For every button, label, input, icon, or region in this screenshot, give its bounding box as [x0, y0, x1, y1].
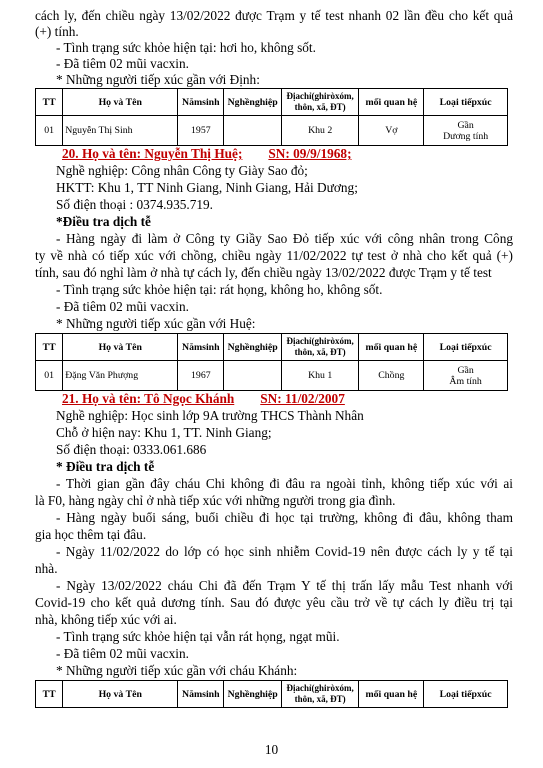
- cell: Vợ: [359, 116, 424, 146]
- section-heading-20: [62, 146, 540, 162]
- investigation-heading: * Điều tra dịch tễ: [56, 459, 155, 474]
- paragraph-line: nhà.: [35, 561, 58, 576]
- phone: Số điện thoại : 0374.935.719.: [56, 197, 213, 212]
- col-header: TT: [36, 89, 63, 116]
- paragraph-line: - Hàng ngày buổi sáng, buổi chiều đi học tại trường, không đi đâu, không tham: [56, 510, 513, 525]
- phone: Số điện thoại: 0333.061.686: [56, 442, 207, 457]
- col-header: Loại tiếpxúc: [424, 681, 508, 708]
- col-header: Nămsinh: [178, 334, 224, 361]
- header-line: thôn, xã, ĐT): [294, 347, 346, 357]
- paragraph-line: là F0, hàng ngày chỉ ở nhà tiếp xúc với những người trong gia đình.: [35, 493, 396, 508]
- contacts-heading: * Những người tiếp xúc gần với cháu Khánh:: [56, 663, 298, 678]
- paragraph-line: tính, sau đó nghỉ làm ở nhà tự cách ly, đến chiều ngày 13/02/2022 được Trạm y tế test: [35, 265, 492, 280]
- cell-line: Gần: [457, 119, 474, 131]
- occupation: Nghề nghiệp: Công nhân Công ty Giày Sao đỏ;: [56, 163, 308, 178]
- paragraph-line: gia học thêm tại đâu.: [35, 527, 147, 542]
- section-heading-21: [62, 391, 540, 407]
- table-row: [36, 116, 508, 146]
- col-header: Nghềnghiệp: [224, 334, 282, 361]
- cell: Khu 1: [281, 361, 358, 391]
- cell: Chồng: [359, 361, 424, 391]
- col-header: [281, 89, 358, 116]
- residence: HKTT: Khu 1, TT Ninh Giang, Ninh Giang, Hải Dương;: [56, 180, 358, 195]
- paragraph-line: - Hàng ngày đi làm ở Công ty Giầy Sao Đỏ tiếp xúc với công nhân trong Công: [56, 231, 513, 246]
- col-header: Nămsinh: [178, 89, 224, 116]
- health-status: - Tình trạng sức khỏe hiện tại vẫn rát họng, ngạt mũi.: [56, 629, 340, 644]
- vaccine-status: - Đã tiêm 02 mũi vacxin.: [56, 299, 189, 314]
- cell-line: Âm tính: [449, 375, 482, 387]
- contacts-heading: * Những người tiếp xúc gần với Định:: [56, 72, 260, 87]
- header-line: Địachỉ(ghiròxóm,: [286, 336, 354, 346]
- cell: Nguyễn Thị Sinh: [63, 116, 178, 146]
- contacts-table-hue: [35, 333, 508, 391]
- cell: Đặng Văn Phượng: [63, 361, 178, 391]
- person-name: 20. Họ và tên: Nguyễn Thị Huệ;: [62, 146, 243, 161]
- vaccine-status: - Đã tiêm 02 mũi vacxin.: [56, 646, 189, 661]
- paragraph-line: Covid-19 cho kết quả dương tính. Sau đó được yêu cầu trở về tự cách ly điều trị tại: [35, 595, 513, 610]
- cell: [424, 361, 508, 391]
- col-header: Loại tiếpxúc: [424, 89, 508, 116]
- header-line: thôn, xã, ĐT): [294, 694, 346, 704]
- col-header: [281, 681, 358, 708]
- header-line: Địachỉ(ghiròxóm,: [286, 91, 354, 101]
- col-header: Nămsinh: [178, 681, 224, 708]
- paragraph-line: - Ngày 13/02/2022 cháu Chi đã đến Trạm Y tế thị trấn lấy mẫu Test nhanh với: [56, 578, 513, 593]
- health-status: - Tình trạng sức khỏe hiện tại: rát họng, không ho, không sốt.: [56, 282, 383, 297]
- cell: 1957: [178, 116, 224, 146]
- col-header: TT: [36, 334, 63, 361]
- paragraph-line: (+) tính.: [35, 24, 79, 39]
- paragraph-line: - Ngày 11/02/2022 do lớp có học sinh nhiễm Covid-19 nên được cách ly y tế tại: [56, 544, 513, 559]
- table-row: [36, 361, 508, 391]
- cell: 1967: [178, 361, 224, 391]
- col-header: TT: [36, 681, 63, 708]
- birthdate: SN: 09/9/1968;: [268, 146, 352, 161]
- cell-line: Dương tính: [443, 130, 489, 142]
- contacts-table-khanh: [35, 680, 508, 708]
- vaccine-status: - Đã tiêm 02 mũi vacxin.: [56, 56, 189, 71]
- paragraph-line: cách ly, đến chiều ngày 13/02/2022 được Trạm y tế test nhanh 02 lần đều cho kết quả: [35, 8, 513, 23]
- header-line: thôn, xã, ĐT): [294, 102, 346, 112]
- cell: 01: [36, 361, 63, 391]
- page-number: 10: [264, 742, 279, 757]
- paragraph-line: - Thời gian gần đây cháu Chi không đi đâu ra ngoài tỉnh, không tiếp xúc với ai: [56, 476, 513, 491]
- cell: [224, 116, 282, 146]
- paragraph-line: ty về nhà có tiếp xúc với chồng, chiều ngày 11/02/2022 tự test ở nhà cho kết quả (+): [35, 248, 513, 263]
- col-header: Nghềnghiệp: [224, 681, 282, 708]
- col-header: mối quan hệ: [359, 334, 424, 361]
- cell: Khu 2: [281, 116, 358, 146]
- residence: Chỗ ở hiện nay: Khu 1, TT. Ninh Giang;: [56, 425, 272, 440]
- paragraph-line: nhà, không tiếp xúc với ai.: [35, 612, 177, 627]
- col-header: Nghềnghiệp: [224, 89, 282, 116]
- header-line: Địachỉ(ghiròxóm,: [286, 683, 354, 693]
- col-header: mối quan hệ: [359, 89, 424, 116]
- col-header: Họ và Tên: [63, 681, 178, 708]
- investigation-heading: *Điều tra dịch tễ: [56, 214, 151, 229]
- person-name: 21. Họ và tên: Tô Ngọc Khánh: [62, 391, 235, 406]
- cell: [224, 361, 282, 391]
- col-header: Họ và Tên: [63, 334, 178, 361]
- health-status: - Tình trạng sức khỏe hiện tại: hơi ho, không sốt.: [56, 40, 316, 55]
- cell: [424, 116, 508, 146]
- occupation: Nghề nghiệp: Học sinh lớp 9A trường THCS Thành Nhân: [56, 408, 364, 423]
- birthdate: SN: 11/02/2007: [260, 391, 345, 406]
- col-header: Họ và Tên: [63, 89, 178, 116]
- cell-line: Gần: [457, 364, 474, 376]
- contacts-table-dinh: [35, 88, 508, 146]
- col-header: Loại tiếpxúc: [424, 334, 508, 361]
- col-header: mối quan hệ: [359, 681, 424, 708]
- cell: 01: [36, 116, 63, 146]
- contacts-heading: * Những người tiếp xúc gần với Huệ:: [56, 316, 256, 331]
- col-header: [281, 334, 358, 361]
